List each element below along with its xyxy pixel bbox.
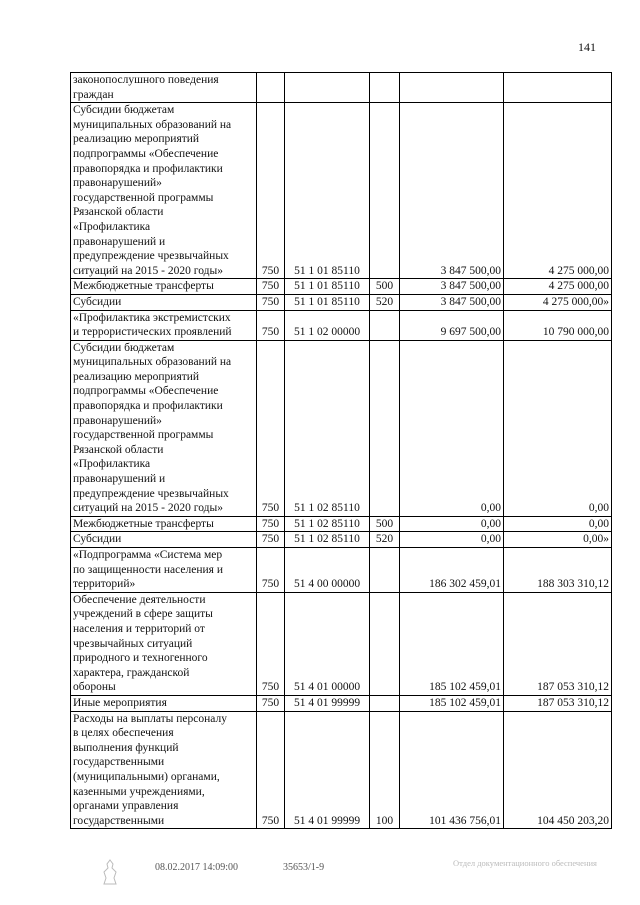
cell-name: Межбюджетные трансферты xyxy=(71,279,257,295)
cell-amount-2018: 3 847 500,00 xyxy=(400,279,504,295)
cell-amount-2019: 187 053 310,12 xyxy=(504,592,612,695)
table-row xyxy=(71,340,612,516)
table-row xyxy=(71,294,612,310)
cell-expense-type: 520 xyxy=(370,294,400,310)
cell-ministry-code: 750 xyxy=(257,279,285,295)
cell-ministry-code: 750 xyxy=(257,695,285,711)
cell-expense-type: 500 xyxy=(370,516,400,532)
cell-amount-2018: 3 847 500,00 xyxy=(400,294,504,310)
table-row xyxy=(71,73,612,103)
cell-name: Межбюджетные трансферты xyxy=(71,516,257,532)
cell-ministry-code: 750 xyxy=(257,711,285,829)
table-row xyxy=(71,310,612,340)
table-row xyxy=(71,103,612,279)
cell-amount-2018: 101 436 756,01 xyxy=(400,711,504,829)
cell-amount-2018: 185 102 459,01 xyxy=(400,592,504,695)
table-row xyxy=(71,592,612,695)
footer-date: 08.02.2017 14:09:00 xyxy=(155,862,239,873)
cell-target-article: 51 1 02 00000 xyxy=(285,310,370,340)
table-row xyxy=(71,532,612,548)
cell-expense-type xyxy=(370,340,400,516)
cell-name: «Подпрограмма «Система мер по защищенности населения и территорий» xyxy=(71,548,257,593)
cell-amount-2018: 3 847 500,00 xyxy=(400,103,504,279)
cell-target-article: 51 4 01 99999 xyxy=(285,711,370,829)
cell-expense-type xyxy=(370,73,400,103)
cell-expense-type xyxy=(370,695,400,711)
cell-amount-2018: 0,00 xyxy=(400,532,504,548)
cell-amount-2018: 0,00 xyxy=(400,340,504,516)
cell-name: Субсидии бюджетам муниципальных образований на реализацию мероприятий подпрограммы «Обеспечение правопорядка и профилактики правонарушений» государственной программы Рязанской области «Профилактика правонарушений и предупреждение чрезвычайных ситуаций на 2015 - 2020 годы» xyxy=(71,340,257,516)
budget-table xyxy=(70,72,612,829)
cell-amount-2019: 187 053 310,12 xyxy=(504,695,612,711)
cell-name: Обеспечение деятельности учреждений в сфере защиты населения и территорий от чрезвычайных ситуаций природного и техногенного характера, гражданской обороны xyxy=(71,592,257,695)
cell-expense-type: 520 xyxy=(370,532,400,548)
cell-ministry-code: 750 xyxy=(257,532,285,548)
table-row xyxy=(71,279,612,295)
cell-name: Расходы на выплаты персоналу в целях обеспечения выполнения функций государственными (муниципальными) органами, казенными учреждениями, органами управления государственными xyxy=(71,711,257,829)
table-row xyxy=(71,516,612,532)
footer-stamp: Отдел документационного обеспечения xyxy=(453,858,597,868)
cell-ministry-code: 750 xyxy=(257,310,285,340)
cell-name: Субсидии xyxy=(71,532,257,548)
cell-amount-2019: 0,00 xyxy=(504,340,612,516)
cell-name: «Профилактика экстремистских и террористических проявлений xyxy=(71,310,257,340)
cell-name: Субсидии xyxy=(71,294,257,310)
cell-ministry-code: 750 xyxy=(257,592,285,695)
cell-target-article: 51 1 01 85110 xyxy=(285,103,370,279)
cell-ministry-code xyxy=(257,73,285,103)
cell-target-article: 51 1 01 85110 xyxy=(285,279,370,295)
page-number: 141 xyxy=(578,40,596,54)
cell-amount-2019: 10 790 000,00 xyxy=(504,310,612,340)
cell-amount-2019: 0,00» xyxy=(504,532,612,548)
cell-ministry-code: 750 xyxy=(257,548,285,593)
cell-target-article: 51 4 00 00000 xyxy=(285,548,370,593)
cell-target-article: 51 1 02 85110 xyxy=(285,532,370,548)
cell-name: Иные мероприятия xyxy=(71,695,257,711)
cell-expense-type xyxy=(370,548,400,593)
cell-ministry-code: 750 xyxy=(257,340,285,516)
cell-ministry-code: 750 xyxy=(257,103,285,279)
cell-expense-type xyxy=(370,103,400,279)
seal-icon xyxy=(100,858,120,886)
cell-target-article: 51 1 01 85110 xyxy=(285,294,370,310)
cell-expense-type xyxy=(370,310,400,340)
cell-amount-2018: 186 302 459,01 xyxy=(400,548,504,593)
cell-target-article: 51 4 01 00000 xyxy=(285,592,370,695)
table-row xyxy=(71,695,612,711)
cell-target-article: 51 1 02 85110 xyxy=(285,516,370,532)
cell-target-article: 51 1 02 85110 xyxy=(285,340,370,516)
cell-amount-2019: 4 275 000,00 xyxy=(504,103,612,279)
cell-expense-type: 100 xyxy=(370,711,400,829)
table-row xyxy=(71,548,612,593)
cell-amount-2019: 4 275 000,00 xyxy=(504,279,612,295)
cell-ministry-code: 750 xyxy=(257,516,285,532)
cell-expense-type xyxy=(370,592,400,695)
cell-amount-2018: 0,00 xyxy=(400,516,504,532)
cell-amount-2018: 185 102 459,01 xyxy=(400,695,504,711)
cell-amount-2019: 4 275 000,00» xyxy=(504,294,612,310)
cell-amount-2019: 188 303 310,12 xyxy=(504,548,612,593)
cell-expense-type: 500 xyxy=(370,279,400,295)
cell-amount-2019: 104 450 203,20 xyxy=(504,711,612,829)
cell-amount-2019: 0,00 xyxy=(504,516,612,532)
cell-amount-2018 xyxy=(400,73,504,103)
cell-amount-2019 xyxy=(504,73,612,103)
cell-target-article xyxy=(285,73,370,103)
cell-target-article: 51 4 01 99999 xyxy=(285,695,370,711)
cell-name: законопослушного поведения граждан xyxy=(71,73,257,103)
cell-ministry-code: 750 xyxy=(257,294,285,310)
cell-amount-2018: 9 697 500,00 xyxy=(400,310,504,340)
footer-code: 35653/1-9 xyxy=(283,862,325,873)
table-row xyxy=(71,711,612,829)
cell-name: Субсидии бюджетам муниципальных образований на реализацию мероприятий подпрограммы «Обеспечение правопорядка и профилактики правонарушений» государственной программы Рязанской области «Профилактика правонарушений и предупреждение чрезвычайных ситуаций на 2015 - 2020 годы» xyxy=(71,103,257,279)
